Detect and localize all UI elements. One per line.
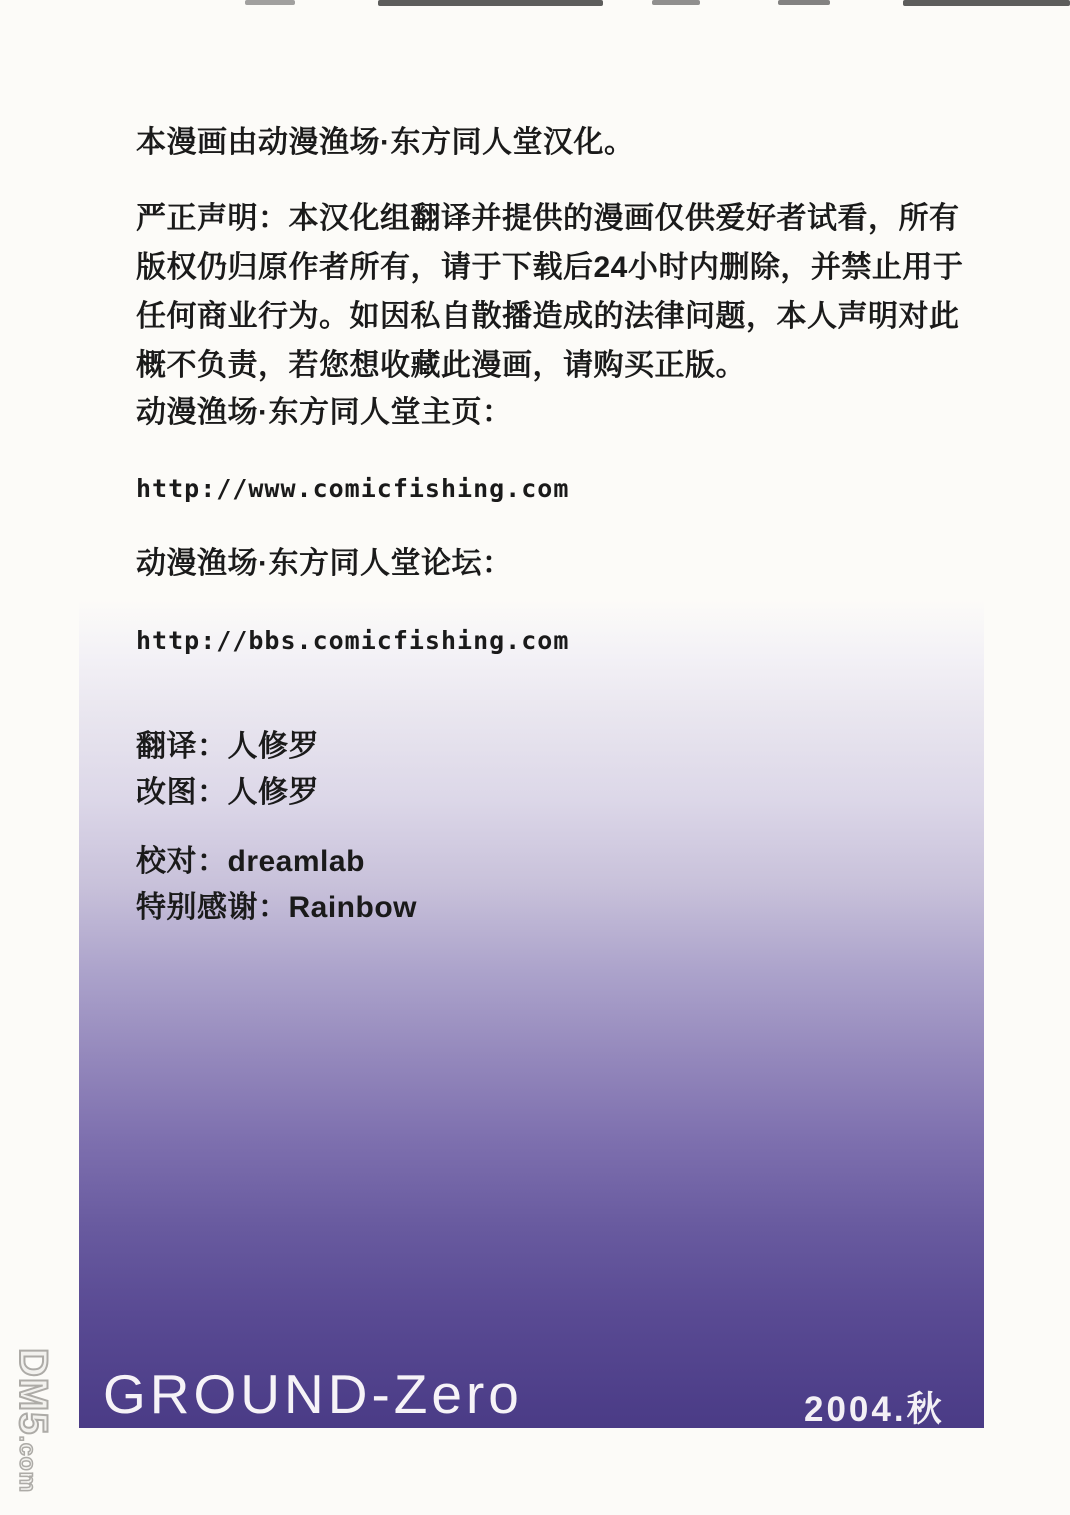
homepage-label: 动漫渔场·东方同人堂主页： [136, 396, 513, 429]
credit-line-proofreader: 校对：dreamlab [136, 845, 365, 878]
dm5-watermark-site: DM5 [11, 1348, 55, 1436]
disclaimer-paragraph [136, 194, 963, 390]
credit-line-editor: 改图：人修罗 [136, 776, 319, 809]
intro-line: 本漫画由动漫渔场·东方同人堂汉化。 [136, 126, 635, 159]
disclaimer-line: 概不负责，若您想收藏此漫画，请购买正版。 [136, 349, 746, 382]
dm5-watermark [10, 1348, 55, 1513]
disclaimer-line: 版权仍归原作者所有，请于下载后24小时内删除，并禁止用于 [136, 251, 964, 284]
disclaimer-line: 严正声明：本汉化组翻译并提供的漫画仅供爱好者试看，所有 [136, 202, 960, 235]
forum-label: 动漫渔场·东方同人堂论坛： [136, 547, 513, 580]
credit-line-special-thanks: 特别感谢：Rainbow [136, 891, 417, 924]
scan-edge-artifact [778, 0, 830, 5]
date-label: 2004.秋 [804, 1390, 945, 1429]
scan-edge-artifact [378, 0, 603, 6]
scan-edge-artifact [245, 0, 295, 5]
forum-url: http://bbs.comicfishing.com [136, 626, 570, 655]
disclaimer-line: 任何商业行为。如因私自散播造成的法律问题，本人声明对此 [136, 300, 960, 333]
scan-edge-artifact [903, 0, 1070, 6]
credits-block-thanks [136, 839, 417, 931]
dm5-watermark-tld: .com [15, 1435, 41, 1494]
credit-line-translator: 翻译：人修罗 [136, 730, 319, 763]
credits-block-main [136, 724, 319, 816]
homepage-url: http://www.comicfishing.com [136, 474, 570, 503]
groundzero-logo: GROUND-Zero [103, 1363, 523, 1425]
scan-edge-artifact [652, 0, 700, 5]
